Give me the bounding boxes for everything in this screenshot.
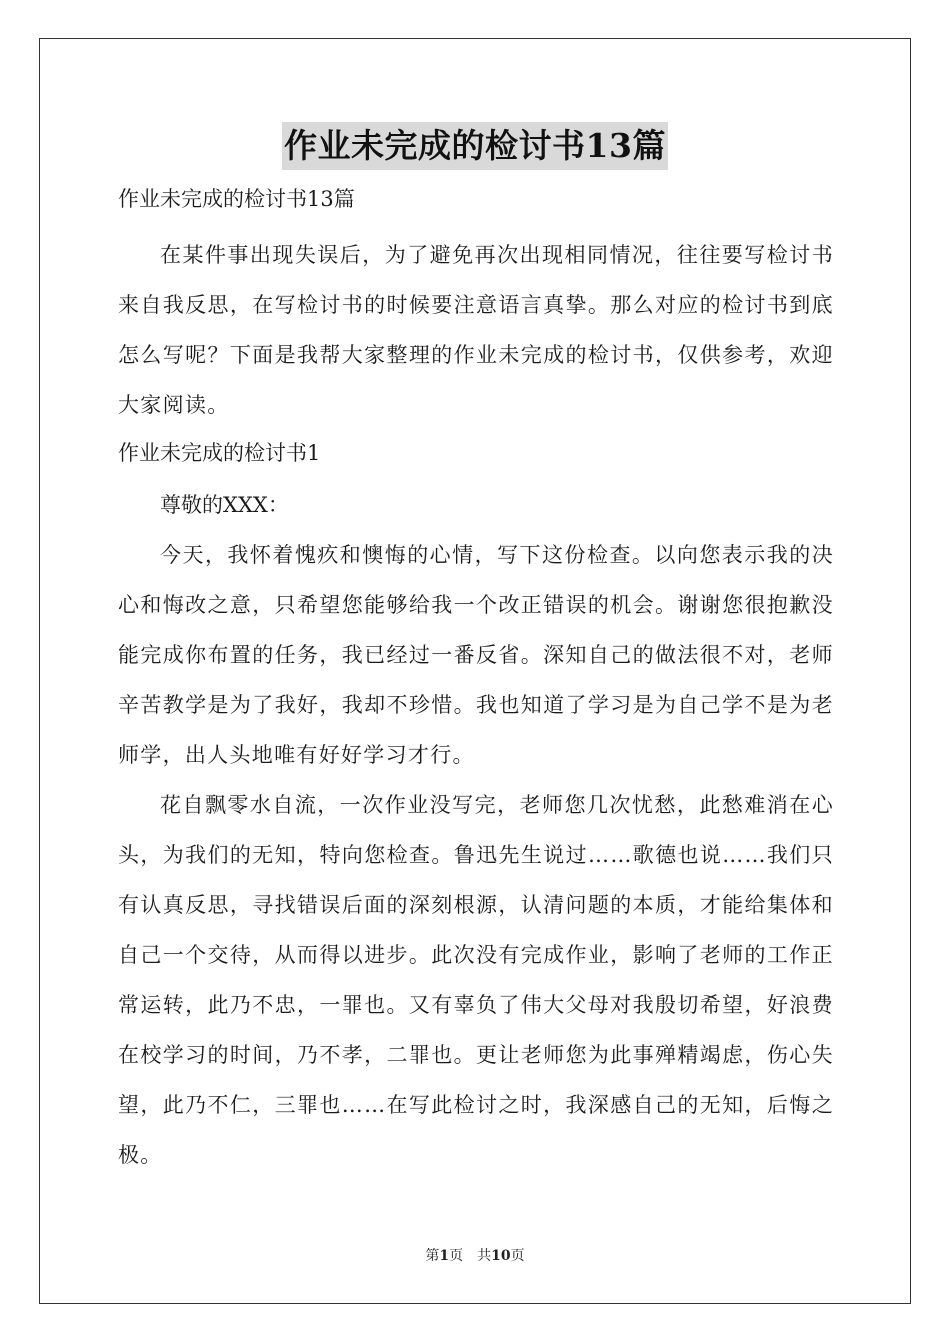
page-label-suffix: 页 xyxy=(510,1248,525,1264)
document-title: 作业未完成的检讨书13篇 xyxy=(282,122,668,170)
section-heading-1: 作业未完成的检讨书1 xyxy=(118,441,321,465)
total-page-number: 10 xyxy=(491,1248,511,1264)
document-body xyxy=(118,180,834,1180)
document-subtitle: 作业未完成的检讨书13篇 xyxy=(118,187,355,211)
page-label-prefix: 第 xyxy=(425,1248,440,1264)
page-label-mid: 页 共 xyxy=(449,1248,492,1264)
page-footer xyxy=(0,1245,950,1265)
intro-paragraph: 在某件事出现失误后，为了避免再次出现相同情况，往往要写检讨书来自我反思，在写检讨书的时候要注意语言真挚。那么对应的检讨书到底怎么写呢？下面是我帮大家整理的作业未完成的检讨书，仅供参考，欢迎大家阅读。 xyxy=(118,243,834,417)
current-page-number: 1 xyxy=(439,1248,450,1264)
title-container xyxy=(0,122,950,170)
letter-greeting: 尊敬的XXX： xyxy=(160,493,289,517)
body-paragraph-2: 花自飘零水自流，一次作业没写完，老师您几次忧愁，此愁难消在心头，为我们的无知，特向您检查。鲁迅先生说过……歌德也说……我们只有认真反思，寻找错误后面的深刻根源，认清问题的本质，才能给集体和自己一个交待，从而得以进步。此次没有完成作业，影响了老师的工作正常运转，此乃不忠，一罪也。又有辜负了伟大父母对我殷切希望，好浪费在校学习的时间，乃不孝，二罪也。更让老师您为此事殚精竭虑，伤心失望，此乃不仁，三罪也……在写此检讨之时，我深感自己的无知，后悔之极。 xyxy=(118,793,834,1167)
body-paragraph-1: 今天，我怀着愧疚和懊悔的心情，写下这份检查。以向您表示我的决心和悔改之意，只希望您能够给我一个改正错误的机会。谢谢您很抱歉没能完成你布置的任务，我已经过一番反省。深知自己的做法很不对，老师辛苦教学是为了我好，我却不珍惜。我也知道了学习是为自己学不是为老师学，出人头地唯有好好学习才行。 xyxy=(118,543,834,767)
